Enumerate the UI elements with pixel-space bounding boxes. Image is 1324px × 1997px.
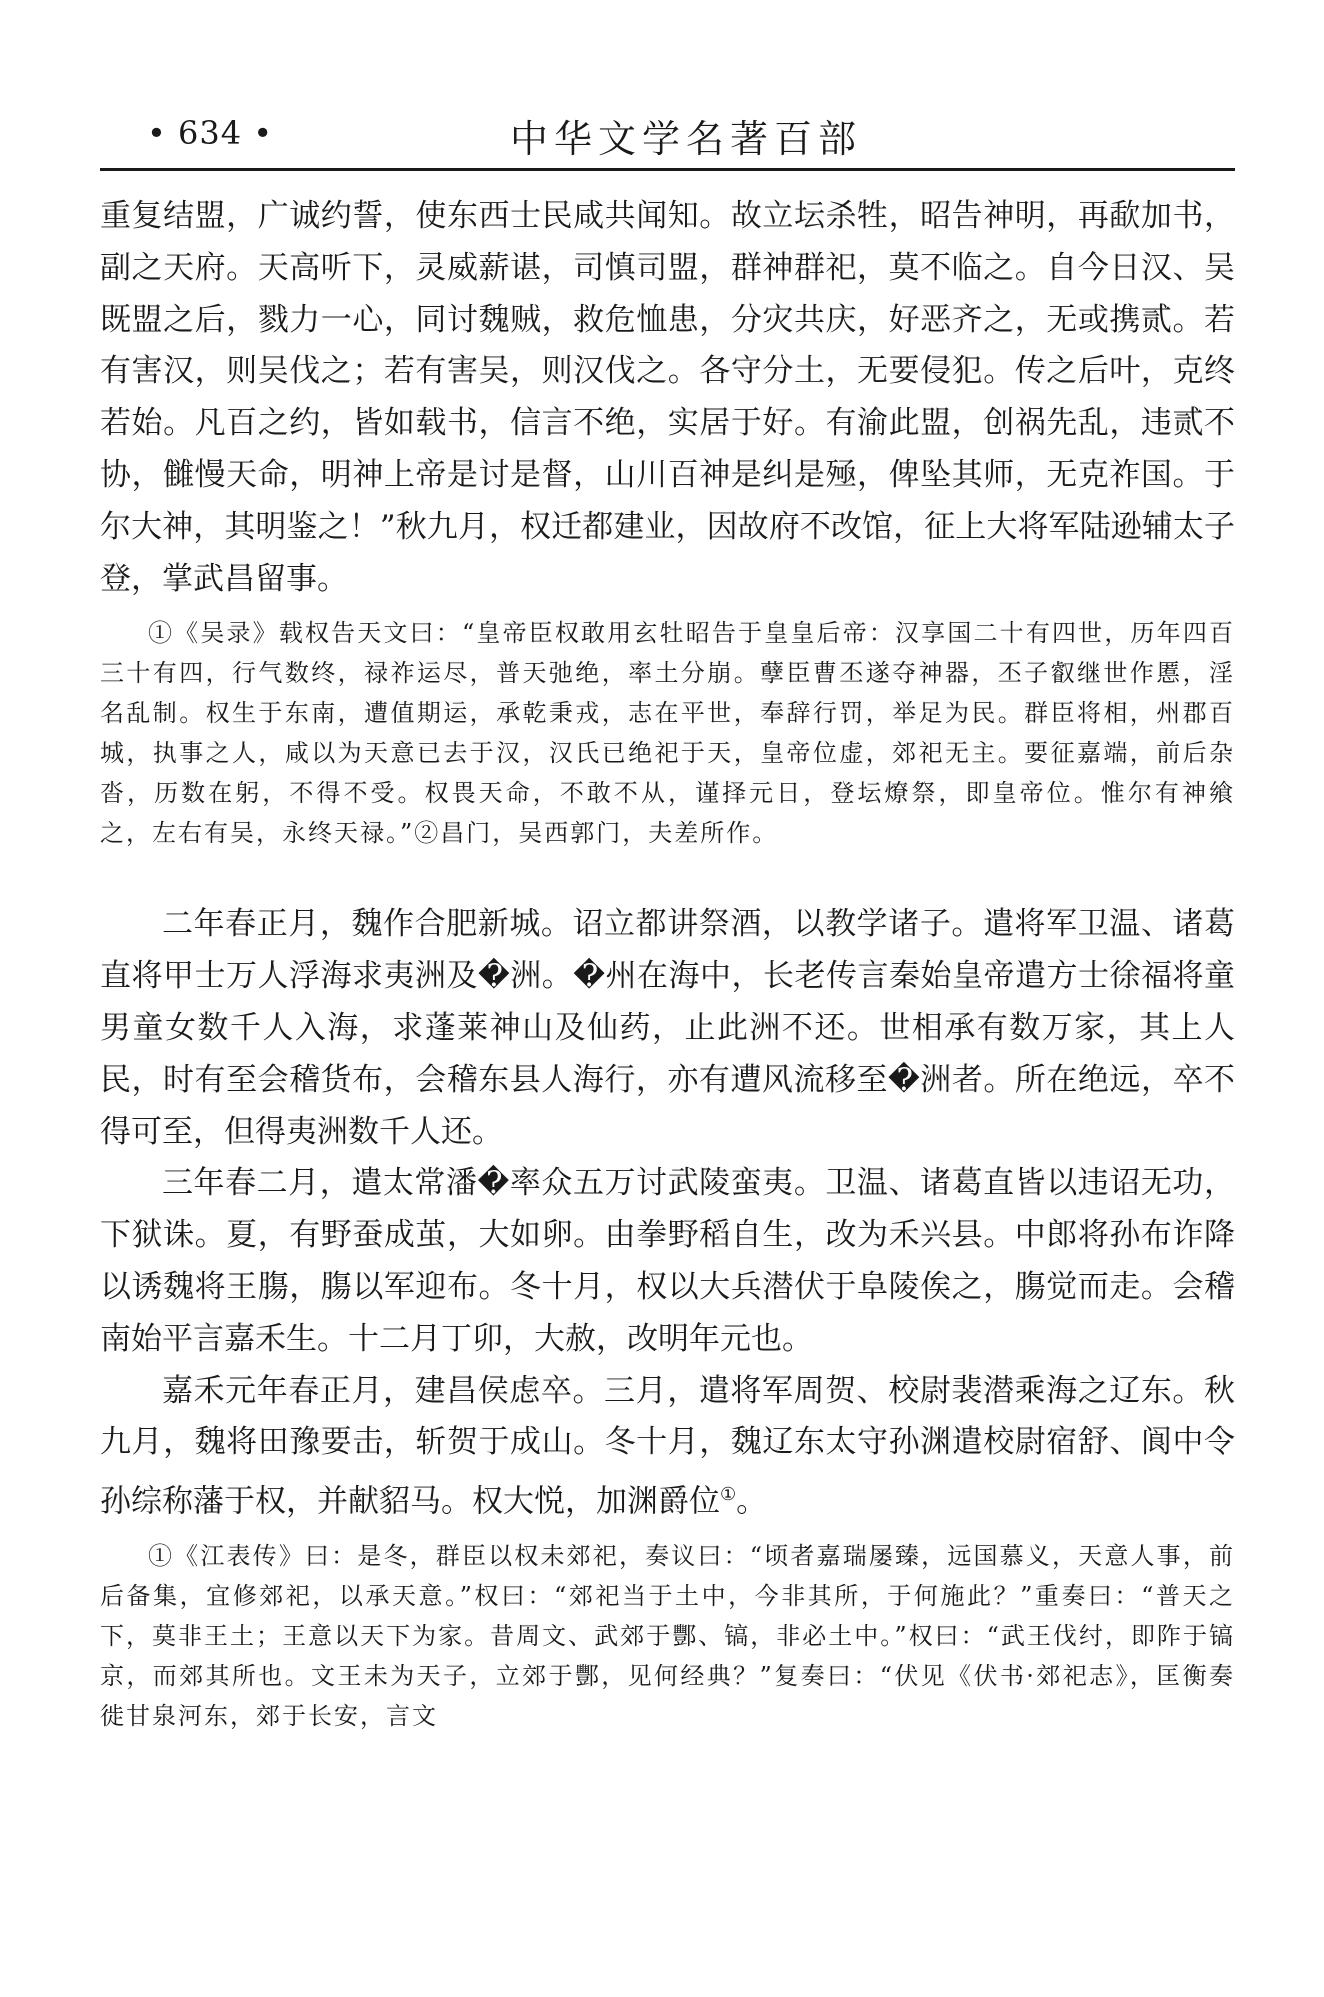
paragraph-jiahe-1-text: 嘉禾元年春正月，建昌侯虑卒。三月，遣将军周贺、校尉裴潜乘海之辽东。秋九月，魏将田豫要击，斩贺于成山。冬十月，魏辽东太守孙渊遣校尉宿舒、阆中令孙综称藩于权，并献貂马。权大悦，加渊爵位 bbox=[100, 1372, 1235, 1520]
book-title: 中华文学名著百部 bbox=[510, 117, 863, 161]
paragraph-continued: 重复结盟，广诚约誓，使东西士民咸共闻知。故立坛杀牲，昭告神明，再歃加书，副之天府。天高听下，灵威薪谌，司慎司盟，群神群祀，莫不临之。自今日汉、吴既盟之后，戮力一心，同讨魏贼，救危恤患，分灾共庆，好恶齐之，无或携贰。若有害汉，则吴伐之；若有害吴，则汉伐之。各守分土，无要侵犯。传之后叶，克终若始。凡百之约，皆如载书，信言不绝，实居于好。有渝此盟，创祸先乱，违贰不协，雠慢天命，明神上帝是讨是督，山川百神是纠是殛，俾坠其师，无克祚国。于尔大神，其明鉴之！”秋九月，权迁都建业，因故府不改馆，征上大将军陆逊辅太子登，掌武昌留事。 bbox=[100, 198, 1235, 597]
paragraph-year-3: 三年春二月，遣太常潘�率众五万讨武陵蛮夷。卫温、诸葛直皆以违诏无功，下狱诛。夏，有野蚕成茧，大如卵。由拳野稻自生，改为禾兴县。中郎将孙布诈降以诱魏将王膓，膓以军迎布。冬十月，权以大兵潜伏于阜陵俟之，膓觉而走。会稽南始平言嘉禾生。十二月丁卯，大赦，改明年元也。 bbox=[100, 1165, 1235, 1357]
footnote-2: ①《江表传》曰：是冬，群臣以权未郊祀，奏议曰：“顷者嘉瑞屡臻，远国慕义，天意人事，前后备集，宜修郊祀，以承天意。”权曰：“郊祀当于土中，今非其所，于何施此？”重奏曰：“普天之下，莫非王土；王意以天下为家。昔周文、武郊于酆、镐，非必土中。”权曰：“武王伐纣，即阼于镐京，而郊其所也。文王未为天子，立郊于酆，见何经典？”复奏曰：“伏见《伏书·郊祀志》，匡衡奏徙甘泉河东，郊于长安，言文 bbox=[100, 1542, 1235, 1731]
running-header bbox=[100, 100, 1235, 171]
footnote-marker: ① bbox=[720, 1484, 737, 1506]
body-text bbox=[100, 191, 1235, 1736]
paragraph-end-mark: 。 bbox=[736, 1483, 768, 1520]
paragraph-jiahe-1 bbox=[100, 1366, 1235, 1529]
paragraph-year-2: 二年春正月，魏作合肥新城。诏立都讲祭酒，以教学诸子。遣将军卫温、诸葛直将甲士万人浮海求夷洲及�洲。�州在海中，长老传言秦始皇帝遣方士徐福将童男童女数千人入海，求蓬莱神山及仙药，止此洲不还。世相承有数万家，其上人民，时有至会稽货布，会稽东县人海行，亦有遭风流移至�洲者。所在绝远，卒不得可至，但得夷洲数千人还。 bbox=[100, 906, 1235, 1150]
page-number: • 634 • bbox=[147, 114, 274, 152]
page bbox=[100, 100, 1235, 1736]
section-gap bbox=[100, 853, 1235, 899]
footnote-1: ①《吴录》载权告天文曰：“皇帝臣权敢用玄牡昭告于皇皇后帝：汉享国二十有四世，历年四百三十有四，行气数终，禄祚运尽，普天弛绝，率土分崩。孽臣曹丕遂夺神器，丕子叡继世作慝，淫名乱制。权生于东南，遭值期运，承乾秉戎，志在平世，奉辞行罚，举足为民。群臣将相，州郡百城，执事之人，咸以为天意已去于汉，汉氏已绝祀于天，皇帝位虚，郊祀无主。要征嘉端，前后杂沓，历数在躬，不得不受。权畏天命，不敢不从，谨择元日，登坛燎祭，即皇帝位。惟尔有神飨之，左右有吴，永终天禄。”②昌门，吴西郭门，夫差所作。 bbox=[100, 619, 1235, 848]
